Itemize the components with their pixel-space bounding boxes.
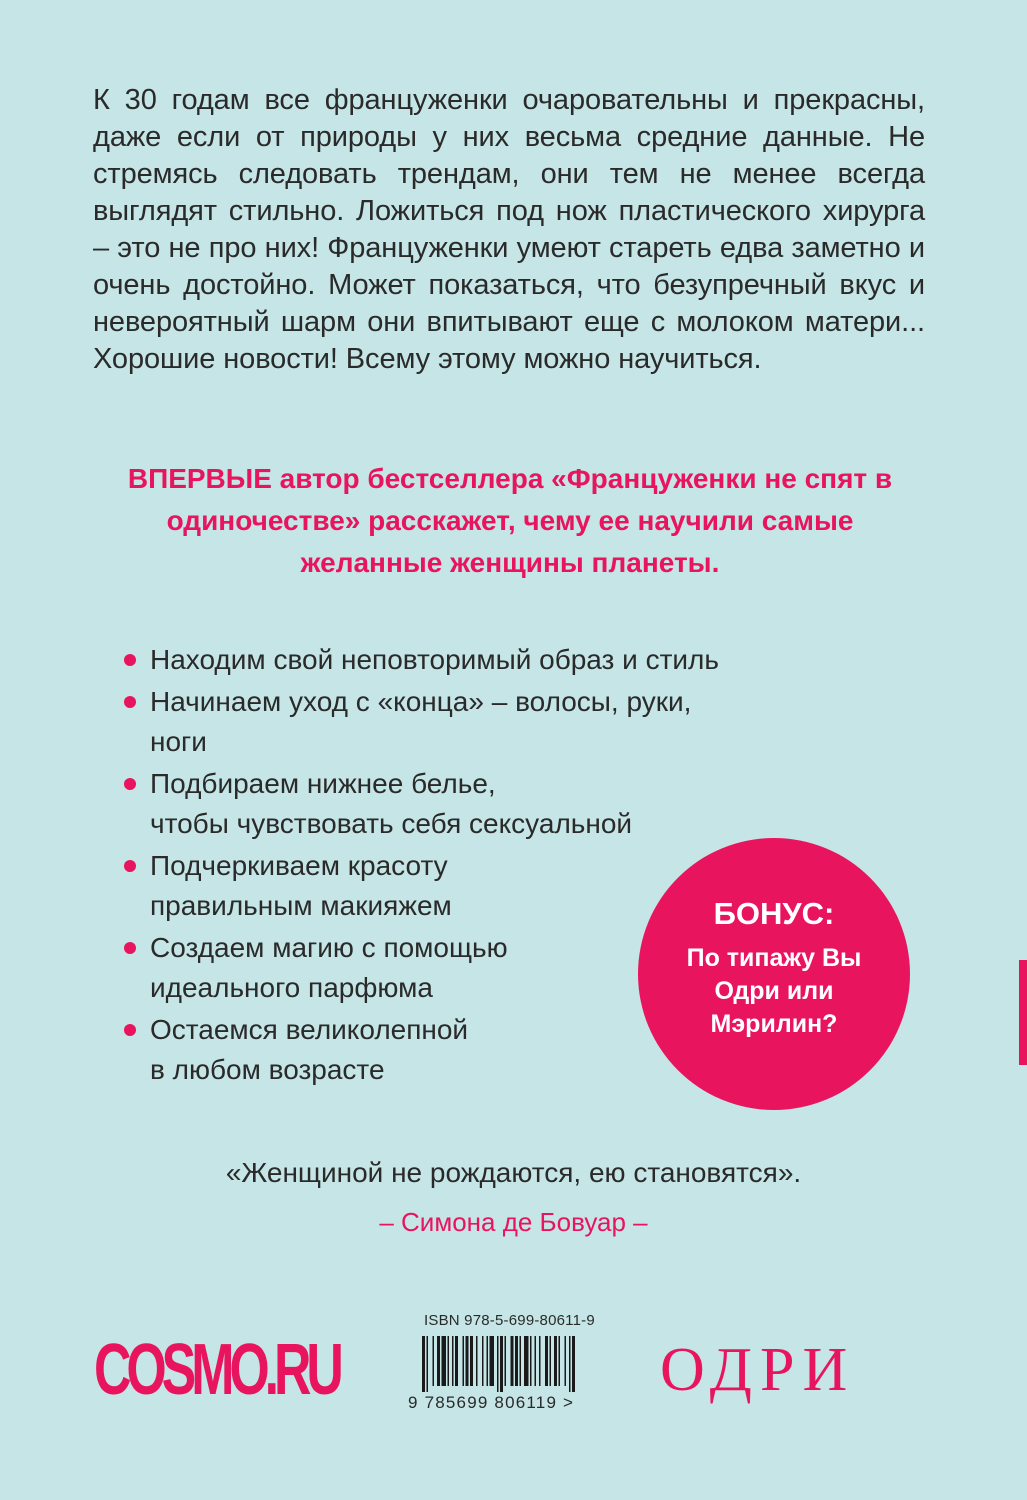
feature-text: Находим свой неповторимый образ и стиль — [150, 644, 719, 675]
barcode-bar — [487, 1336, 489, 1386]
quote-text: «Женщиной не рождаются, ею становятся». — [225, 1157, 802, 1188]
barcode-bar — [554, 1336, 557, 1386]
bonus-title: БОНУС: — [713, 896, 835, 931]
intro-paragraph: К 30 годам все француженки очаровательны и прекрасны, даже если от природы у них весьма средние данные. Не стремясь следовать трендам, они тем не менее всегда выглядят стильно. Ложиться под нож пластического хирурга – это не про них! Француженки умеют стареть едва заметно и очень достойно. Может показаться, что безупречный вкус и невероятный шарм они впитывают еще с молоком матери... Хорошие новости! Всему этому можно научиться. — [93, 84, 925, 375]
feature-text: Создаем магию с помощью идеального парфюма — [150, 932, 508, 1003]
barcode-bar — [505, 1336, 507, 1386]
barcode-bar — [463, 1336, 465, 1386]
barcode-bar — [422, 1336, 425, 1392]
feature-text: Подчеркиваем красоту правильным макияжем — [150, 850, 452, 921]
feature-item — [124, 640, 724, 680]
bullet-dot-icon — [124, 778, 136, 790]
feature-item — [124, 846, 724, 926]
barcode-bar — [497, 1336, 499, 1392]
barcode-bar — [565, 1336, 567, 1386]
headline: ВПЕРВЫЕ автор бестселлера «Француженки не спят в одиночестве» расскажет, чему ее научили самые желанные женщины планеты. — [127, 463, 893, 578]
barcode-bar — [470, 1336, 473, 1386]
barcode-bar — [490, 1336, 495, 1386]
barcode-bar — [530, 1336, 532, 1386]
bonus-text: По типажу Вы Одри или Мэрилин? — [686, 944, 862, 1038]
barcode-bar — [466, 1336, 469, 1386]
barcode-bar — [524, 1336, 529, 1386]
barcode-icon — [422, 1336, 612, 1392]
feature-item — [124, 764, 724, 844]
barcode-bar — [427, 1336, 429, 1392]
bullet-dot-icon — [124, 1024, 136, 1036]
edge-stripe — [1019, 960, 1027, 1065]
cosmo-logo: COSMO.RU — [94, 1330, 339, 1410]
barcode-bar — [476, 1336, 478, 1386]
barcode-bar — [482, 1336, 484, 1386]
bullet-dot-icon — [124, 860, 136, 872]
barcode-bar — [520, 1336, 522, 1386]
isbn-number: ISBN 978-5-699-80611-9 — [424, 1312, 595, 1329]
quote-author: – Симона де Бовуар – — [379, 1207, 648, 1237]
barcode-bar — [433, 1336, 435, 1386]
bullet-dot-icon — [124, 942, 136, 954]
barcode-bar — [437, 1336, 440, 1386]
barcode-digits: 9 785699 806119 > — [408, 1393, 575, 1412]
barcode-bar — [511, 1336, 514, 1386]
barcode-bar — [448, 1336, 450, 1386]
feature-text: Остаемся великолепной в любом возрасте — [150, 1014, 469, 1085]
isbn-barcode — [408, 1312, 628, 1424]
feature-item — [124, 1010, 724, 1090]
barcode-bar — [559, 1336, 561, 1386]
publisher-logo: ОДРИ — [660, 1336, 856, 1404]
barcode-bar — [500, 1336, 503, 1392]
barcode-bar — [442, 1336, 447, 1386]
feature-item — [124, 682, 724, 762]
bullet-dot-icon — [124, 696, 136, 708]
feature-text: Подбираем нижнее белье, чтобы чувствовать себя сексуальной — [150, 768, 633, 839]
barcode-bar — [550, 1336, 552, 1386]
barcode-bar — [515, 1336, 518, 1386]
feature-text: Начинаем уход с «конца» – волосы, руки, ноги — [150, 686, 692, 757]
barcode-bar — [452, 1336, 454, 1386]
barcode-bar — [535, 1336, 537, 1386]
feature-item — [124, 928, 724, 1008]
feature-list — [124, 640, 724, 1092]
bullet-dot-icon — [124, 654, 136, 666]
barcode-bar — [572, 1336, 575, 1392]
bonus-badge — [638, 838, 910, 1110]
barcode-bar — [539, 1336, 541, 1386]
barcode-bar — [455, 1336, 458, 1386]
barcode-bar — [569, 1336, 571, 1392]
barcode-bar — [545, 1336, 548, 1386]
